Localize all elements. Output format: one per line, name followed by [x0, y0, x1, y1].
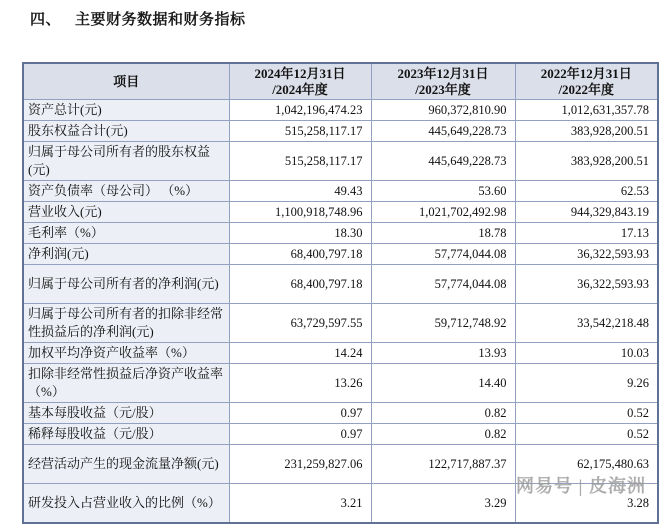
row-label: 归属于母公司所有者的净利润(元) [23, 265, 229, 304]
value-2024: 0.97 [229, 424, 371, 445]
header-2024-date: 2024年12月31日 [254, 65, 346, 81]
value-2022: 17.13 [515, 223, 658, 244]
table-row [23, 424, 658, 445]
value-2023: 1,021,702,492.98 [371, 202, 515, 223]
value-2024: 68,400,797.18 [229, 244, 371, 265]
table-row [23, 142, 658, 181]
value-2022: 1,012,631,357.78 [515, 100, 658, 121]
value-2022: 9.26 [515, 364, 658, 403]
value-2022: 944,329,843.19 [515, 202, 658, 223]
value-2023: 13.93 [371, 343, 515, 364]
row-label: 股东权益合计(元) [23, 121, 229, 142]
value-2023: 59,712,748.92 [371, 304, 515, 343]
section-title-text: 主要财务数据和财务指标 [75, 12, 246, 28]
value-2022: 62,175,480.63 [515, 445, 658, 484]
table-row [23, 223, 658, 244]
header-period-2022 [515, 63, 658, 100]
value-2022: 10.03 [515, 343, 658, 364]
value-2023: 122,717,887.37 [371, 445, 515, 484]
header-2024-year: /2024年度 [272, 81, 328, 97]
table-row [23, 181, 658, 202]
value-2022: 62.53 [515, 181, 658, 202]
value-2024: 1,042,196,474.23 [229, 100, 371, 121]
table-row [23, 364, 658, 403]
value-2024: 231,259,827.06 [229, 445, 371, 484]
row-label: 营业收入(元) [23, 202, 229, 223]
value-2023: 3.29 [371, 484, 515, 523]
row-label: 归属于母公司所有者的扣除非经常性损益后的净利润(元) [23, 304, 229, 343]
table-row [23, 343, 658, 364]
value-2024: 1,100,918,748.96 [229, 202, 371, 223]
value-2023: 53.60 [371, 181, 515, 202]
row-label: 研发投入占营业收入的比例（%） [23, 484, 229, 523]
value-2024: 3.21 [229, 484, 371, 523]
value-2023: 445,649,228.73 [371, 121, 515, 142]
row-label: 资产负债率（母公司） （%） [23, 181, 229, 202]
table-row [23, 304, 658, 343]
table-header-row [23, 63, 658, 100]
value-2023: 960,372,810.90 [371, 100, 515, 121]
header-2022-date: 2022年12月31日 [540, 65, 632, 81]
section-number: 四、 [30, 12, 62, 28]
value-2023: 18.78 [371, 223, 515, 244]
row-label: 基本每股收益（元/股） [23, 403, 229, 424]
header-period-2023 [371, 63, 515, 100]
header-period-2024 [229, 63, 371, 100]
value-2022: 36,322,593.93 [515, 244, 658, 265]
value-2022: 0.52 [515, 403, 658, 424]
value-2024: 63,729,597.55 [229, 304, 371, 343]
header-2023-date: 2023年12月31日 [397, 65, 489, 81]
value-2024: 14.24 [229, 343, 371, 364]
value-2024: 68,400,797.18 [229, 265, 371, 304]
value-2023: 0.82 [371, 403, 515, 424]
value-2024: 18.30 [229, 223, 371, 244]
value-2023: 57,774,044.08 [371, 244, 515, 265]
row-label: 毛利率（%） [23, 223, 229, 244]
row-label: 加权平均净资产收益率（%） [23, 343, 229, 364]
value-2022: 0.52 [515, 424, 658, 445]
row-label: 经营活动产生的现金流量净额(元) [23, 445, 229, 484]
value-2024: 49.43 [229, 181, 371, 202]
row-label: 扣除非经常性损益后净资产收益率（%） [23, 364, 229, 403]
table-row [23, 403, 658, 424]
value-2023: 445,649,228.73 [371, 142, 515, 181]
table-row [23, 265, 658, 304]
header-item: 项目 [23, 63, 229, 100]
table-row [23, 202, 658, 223]
table-row [23, 100, 658, 121]
site-watermark: 网易号 | 皮海洲 [516, 476, 646, 496]
financial-indicators-table [22, 62, 659, 524]
table-row [23, 121, 658, 142]
value-2024: 515,258,117.17 [229, 142, 371, 181]
row-label: 资产总计(元) [23, 100, 229, 121]
value-2024: 13.26 [229, 364, 371, 403]
value-2023: 0.82 [371, 424, 515, 445]
value-2022: 383,928,200.51 [515, 121, 658, 142]
row-label: 归属于母公司所有者的股东权益(元) [23, 142, 229, 181]
value-2023: 14.40 [371, 364, 515, 403]
value-2024: 0.97 [229, 403, 371, 424]
value-2022: 3.28 [515, 484, 658, 523]
header-2023-year: /2023年度 [415, 81, 471, 97]
value-2022: 36,322,593.93 [515, 265, 658, 304]
table-row [23, 244, 658, 265]
value-2022: 383,928,200.51 [515, 142, 658, 181]
value-2022: 33,542,218.48 [515, 304, 658, 343]
value-2024: 515,258,117.17 [229, 121, 371, 142]
header-2022-year: /2022年度 [558, 81, 615, 97]
row-label: 净利润(元) [23, 244, 229, 265]
row-label: 稀释每股收益（元/股） [23, 424, 229, 445]
value-2023: 57,774,044.08 [371, 265, 515, 304]
section-title [30, 8, 246, 29]
